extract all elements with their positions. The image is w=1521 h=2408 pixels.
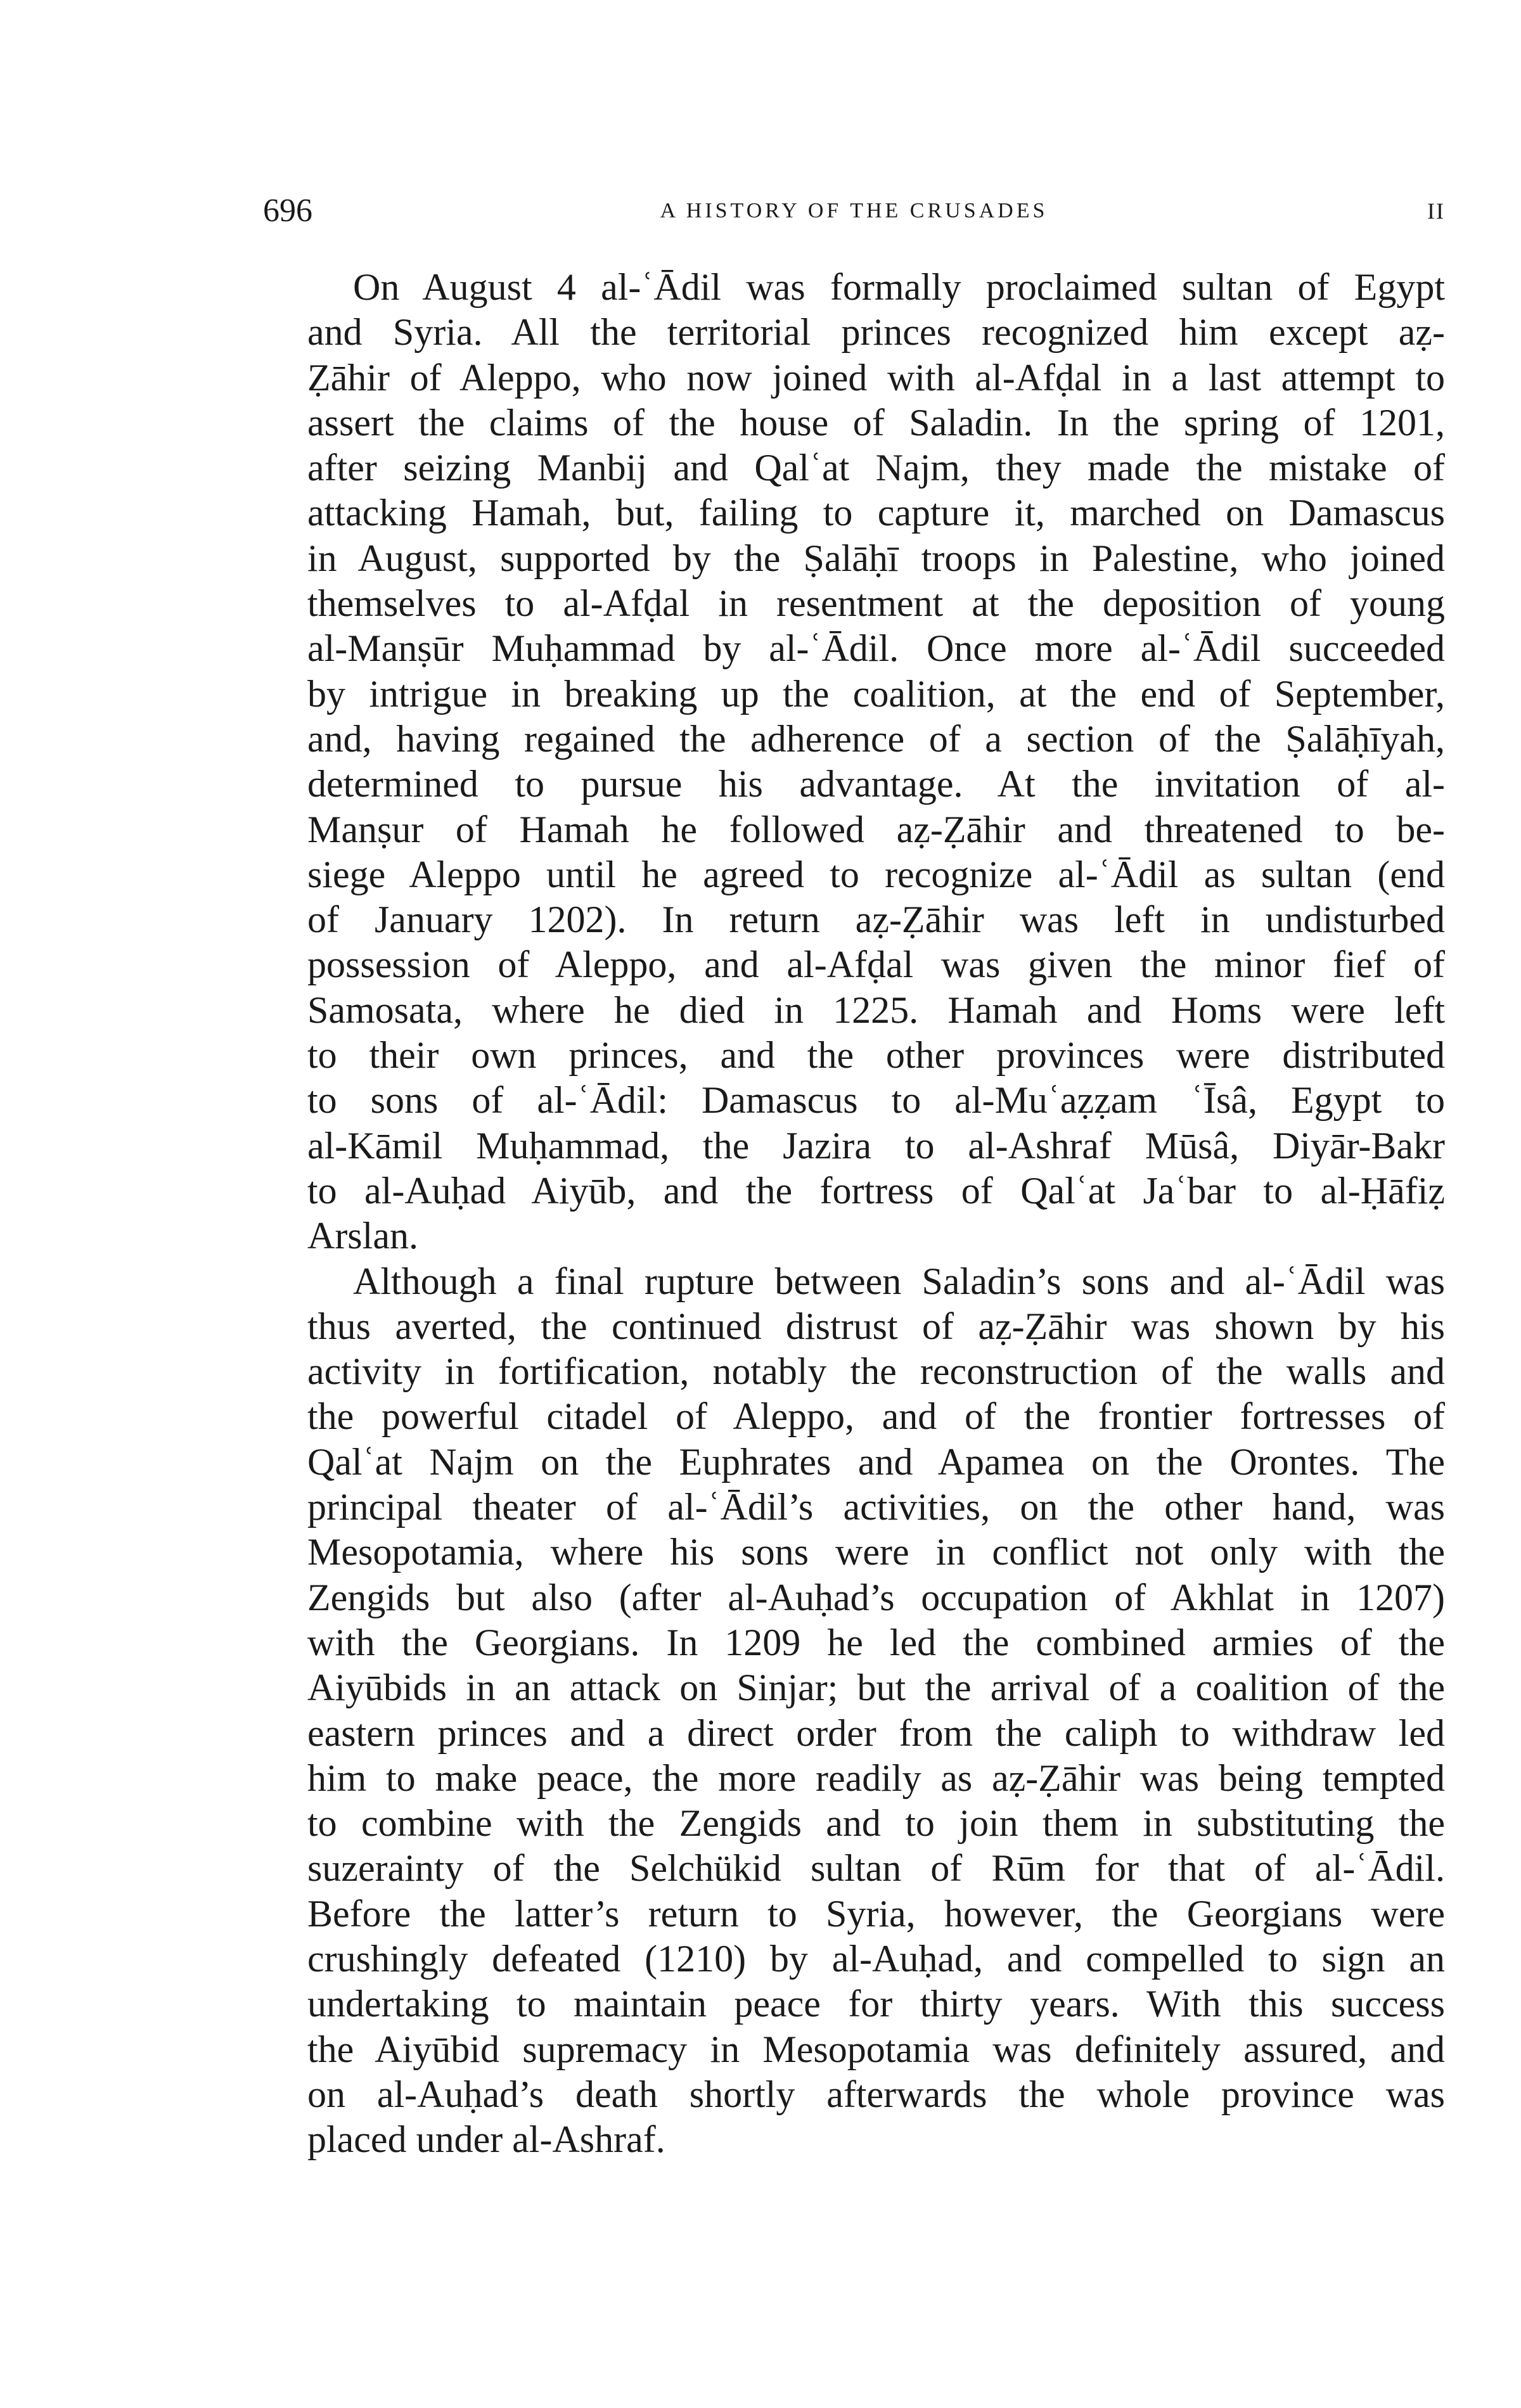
text-line: Before the latter’s return to Syria, however, the Georgians were [307,1892,1445,1935]
text-line: Manṣur of Hamah he followed aẓ-Ẓāhir and threatened to be- [307,808,1445,850]
text-line: Aiyūbids in an attack on Sinjar; but the arrival of a coalition of the [307,1667,1445,1709]
text-line: assert the claims of the house of Saladin. In the spring of 1201, [307,401,1445,444]
text-line: themselves to al-Afḍal in resentment at the deposition of young [307,582,1445,625]
text-line: him to make peace, the more readily as aẓ-Ẓāhir was being tempted [307,1757,1445,1799]
text-line: to combine with the Zengids and to join them in substituting the [307,1802,1445,1845]
text-line: placed under al-Ashraf. [307,2118,665,2161]
text-line: Zengids but also (after al-Auḥad’s occupation of Akhlat in 1207) [307,1576,1445,1618]
text-line: with the Georgians. In 1209 he led the combined armies of the [307,1621,1445,1663]
text-line: activity in fortification, notably the reconstruction of the walls and [307,1350,1445,1393]
running-title: A HISTORY OF THE CRUSADES [660,199,1048,222]
text-line: to al-Auḥad Aiyūb, and the fortress of Qalʿat Jaʿbar to al-Ḥāfiẓ [307,1169,1445,1212]
running-head [263,189,1445,233]
text-line: Samosata, where he died in 1225. Hamah and Homs were left [307,989,1445,1031]
text-line: by intrigue in breaking up the coalition, at the end of September, [307,672,1445,715]
text-line: al-Kāmil Muḥammad, the Jazira to al-Ashraf Mūsâ, Diyār-Bakr [307,1124,1445,1167]
text-line: the powerful citadel of Aleppo, and of the frontier fortresses of [307,1395,1445,1438]
text-line: in August, supported by the Ṣalāḥī troops in Palestine, who joined [307,537,1445,579]
text-line: principal theater of al-ʿĀdil’s activities, on the other hand, was [307,1486,1445,1528]
text-line: determined to pursue his advantage. At the invitation of al- [307,763,1445,805]
text-line: to sons of al-ʿĀdil: Damascus to al-Muʿaẓẓam ʿĪsâ, Egypt to [307,1079,1445,1122]
text-line: after seizing Manbij and Qalʿat Najm, they made the mistake of [307,447,1445,489]
volume-number: II [1427,198,1445,224]
text-line: eastern princes and a direct order from the caliph to withdraw led [307,1712,1445,1754]
text-line: on al-Auḥad’s death shortly afterwards the whole province was [307,2073,1445,2115]
text-line: of January 1202). In return aẓ-Ẓāhir was left in undisturbed [307,899,1445,941]
text-line: suzerainty of the Selchükid sultan of Rūm for that of al-ʿĀdil. [307,1847,1445,1890]
text-line: and Syria. All the territorial princes recognized him except aẓ- [307,311,1445,354]
text-line: and, having regained the adherence of a section of the Ṣalāḥīyah, [307,717,1445,760]
text-line: Although a final rupture between Saladin’s sons and al-ʿĀdil was [353,1260,1445,1302]
text-line: siege Aleppo until he agreed to recognize al-ʿĀdil as sultan (end [307,853,1445,895]
text-line: al-Manṣūr Muḥammad by al-ʿĀdil. Once more al-ʿĀdil succeeded [307,627,1445,670]
text-line: crushingly defeated (1210) by al-Auḥad, and compelled to sign an [307,1937,1445,1980]
text-line: On August 4 al-ʿĀdil was formally proclaimed sultan of Egypt [353,266,1445,308]
text-line: Mesopotamia, where his sons were in conflict not only with the [307,1531,1445,1573]
text-line: to their own princes, and the other provinces were distributed [307,1034,1445,1077]
paragraph [307,265,1445,1259]
text-line: Ẓāhir of Aleppo, who now joined with al-Afḍal in a last attempt to [307,356,1445,399]
text-line: attacking Hamah, but, failing to capture it, marched on Damascus [307,492,1445,534]
page-number: 696 [263,193,312,229]
body-text [307,265,1445,2162]
text-line: possession of Aleppo, and al-Afḍal was given the minor fief of [307,944,1445,986]
paragraph [307,1259,1445,2163]
text-line: undertaking to maintain peace for thirty years. With this success [307,1983,1445,2025]
text-line: thus averted, the continued distrust of aẓ-Ẓāhir was shown by his [307,1305,1445,1347]
text-line: Qalʿat Najm on the Euphrates and Apamea on the Orontes. The [307,1440,1445,1483]
text-line: the Aiyūbid supremacy in Mesopotamia was definitely assured, and [307,2028,1445,2070]
text-line: Arslan. [307,1215,418,1257]
